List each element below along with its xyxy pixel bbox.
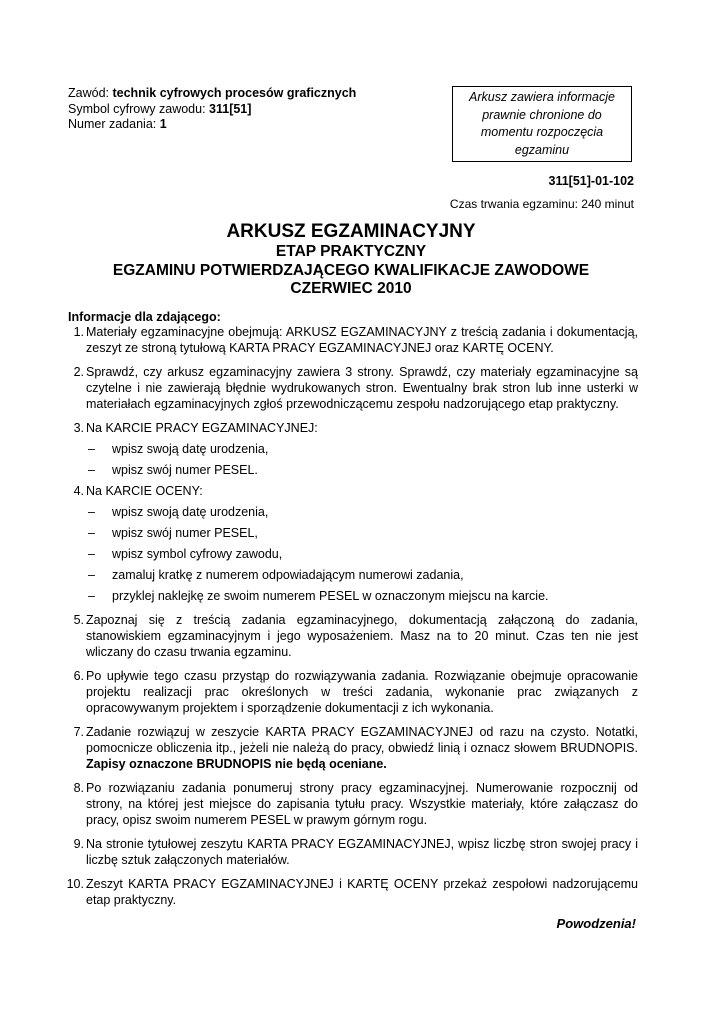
list-item [60,780,638,828]
list-item [60,836,638,868]
item-number: 5. [73,613,84,627]
item-number: 6. [73,669,84,683]
item-number: 10. [66,877,84,891]
closing-text: Powodzenia! [556,916,636,931]
symbol-label: Symbol cyfrowy zawodu: [68,101,210,116]
sub-item [60,588,638,604]
zawod-label: Zawód: [68,86,113,100]
zawod-line [68,86,356,102]
sub-item [60,525,638,541]
numer-line [68,117,356,133]
dash-bullet: – [88,505,95,519]
item-number: 4. [73,484,84,498]
item-text: Zeszyt KARTA PRACY EGZAMINACYJNEJ i KARTĘ OCENY przekaż zespołowi nadzorującemu etap praktyczny. [86,877,638,907]
sub-item-text: wpisz symbol cyfrowy zawodu, [112,547,283,561]
header-info [68,86,356,133]
sub-item [60,462,638,478]
sub-item-text: wpisz swój numer PESEL. [112,463,258,477]
item-text-regular: Zadanie rozwiązuj w zeszycie KARTA PRACY EGZAMINACYJNEJ od razu na czysto. Notatki, pomocnicze obliczenia itp., jeżeli nie należą do pracy, obwiedź linią i oznacz słowem BRUDNOPIS. [86,725,638,755]
dash-bullet: – [88,589,95,603]
item-text [86,724,638,772]
sub-item-text: wpisz swoją datę urodzenia, [112,505,269,519]
item-text: Zapoznaj się z treścią zadania egzaminacyjnego, dokumentacją załączoną do zadania, stanowiskiem egzaminacyjnym i jego wyposażeniem. Masz na to 20 minut. Czas ten nie jest wliczany do czasu trwania egzaminu. [86,613,638,659]
subtitle-stage: ETAP PRAKTYCZNY [275,243,427,260]
symbol-line [68,102,356,118]
item-text: Po rozwiązaniu zadania ponumeruj strony pracy egzaminacyjnej. Numerowanie rozpocznij od strony, na której jest miejsce do zapisania tytułu pracy. Wszystkie materiały, które załączasz do pracy, opisz swoim numerem PESEL w prawym górnym rogu. [86,781,638,827]
info-heading: Informacje dla zdającego: [68,310,221,324]
list-item [60,483,638,499]
item-number: 2. [73,365,84,379]
list-item [60,876,638,908]
numer-label: Numer zadania: [68,117,160,131]
item-number: 1. [73,325,84,339]
item-number: 9. [73,837,84,851]
subtitle-date: CZERWIEC 2010 [290,280,412,297]
item-text: Na KARCIE OCENY: [86,484,203,498]
sub-item [60,441,638,457]
item-text: Na stronie tytułowej zeszytu KARTA PRACY EGZAMINACYJNEJ, wpisz liczbę stron swojej pracy i liczbę sztuk załączonych materiałów. [86,837,638,867]
sub-item-text: wpisz swój numer PESEL, [112,526,258,540]
list-item [60,364,638,412]
item-text-bold: Zapisy oznaczone BRUDNOPIS nie będą oceniane. [86,757,387,771]
sub-item-text: wpisz swoją datę urodzenia, [112,442,269,456]
item-number: 8. [73,781,84,795]
subtitle-exam: EGZAMINU POTWIERDZAJĄCEGO KWALIFIKACJE ZAWODOWE [112,261,590,279]
notice-box: Arkusz zawiera informacje prawnie chronione do momentu rozpoczęcia egzaminu [452,86,632,162]
list-item [60,668,638,716]
instructions-list [60,324,638,908]
item-text: Po upływie tego czasu przystąp do rozwiązywania zadania. Rozwiązanie obejmuje opracowanie projektu realizacji prac określonych w treści zadania, wykonanie prac związanych z opracowywanym projektem i sporządzenie dokumentacji z ich wykonania. [86,669,638,715]
list-item [60,324,638,356]
item-text: Na KARCIE PRACY EGZAMINACYJNEJ: [86,421,318,435]
zawod-value: technik cyfrowych procesów graficznych [112,86,357,100]
item-number: 7. [73,725,84,739]
sub-item-text: zamaluj kratkę z numerem odpowiadającym numerowi zadania, [112,568,464,582]
exam-code: 311[51]-01-102 [548,174,634,188]
sub-item [60,567,638,583]
dash-bullet: – [88,526,95,540]
item-text: Sprawdź, czy arkusz egzaminacyjny zawiera 3 strony. Sprawdź, czy materiały egzaminacyjne są czytelne i nie zawierają błędnie wydrukowanych stron. Ewentualny brak stron lub inne usterki w materiałach egzaminacyjnych zgłoś przewodniczącemu zespołu nadzorującego etap praktyczny. [86,365,638,411]
list-item [60,724,638,772]
dash-bullet: – [88,547,95,561]
dash-bullet: – [88,568,95,582]
item-text: Materiały egzaminacyjne obejmują: ARKUSZ EGZAMINACYJNY z treścią zadania i dokumentacją, zeszyt ze stroną tytułową KARTA PRACY EGZAMINACYJNEJ oraz KARTĘ OCENY. [86,325,638,355]
sub-item [60,504,638,520]
numer-value: 1 [159,117,167,131]
sub-item [60,546,638,562]
dash-bullet: – [88,442,95,456]
item-number: 3. [73,421,84,435]
title-block [68,220,634,299]
sub-item-text: przyklej naklejkę ze swoim numerem PESEL w oznaczonym miejscu na karcie. [112,589,549,603]
exam-duration: Czas trwania egzaminu: 240 minut [449,197,634,211]
list-item [60,612,638,660]
main-title: ARKUSZ EGZAMINACYJNY [226,221,476,242]
symbol-value: 311[51] [209,101,252,116]
list-item [60,420,638,436]
dash-bullet: – [88,463,95,477]
